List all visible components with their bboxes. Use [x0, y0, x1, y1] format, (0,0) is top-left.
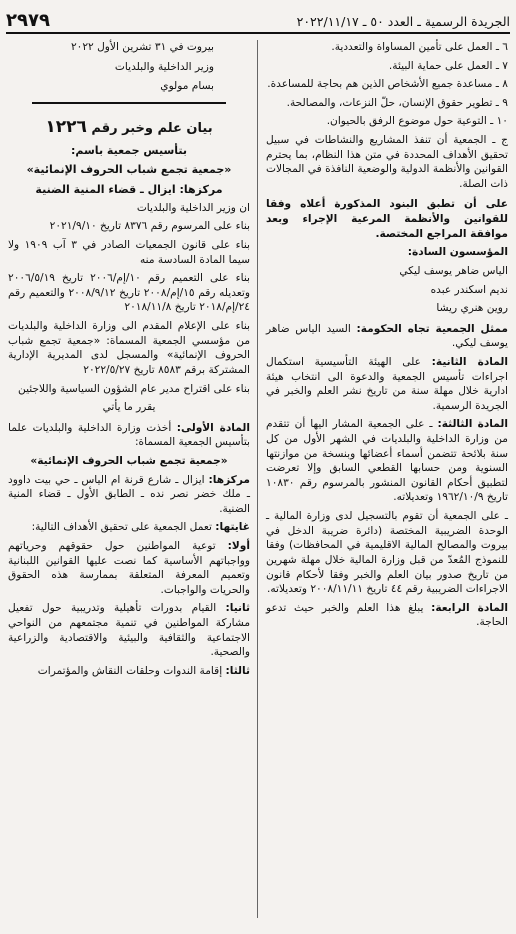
founder-name: الياس ضاهر يوسف ليكي [399, 264, 508, 277]
representative-label: ممثل الجمعية تجاه الحكومة: [356, 322, 508, 335]
goal-item-9: ٩ ـ تطوير حقوق الإنسان، حلّ النزعات، والمصالحة. [286, 96, 508, 109]
goal-third-text: إقامة الندوات وحلقات النقاش والمؤتمرات [37, 664, 226, 677]
founder-name: نديم اسكندر عبده [430, 283, 508, 296]
headquarters-label: مركزها: [208, 473, 250, 486]
right-column [266, 40, 508, 934]
article-1-text: أخذت وزارة الداخلية والبلديات علما بتأسيس الجمعية المسماة: [8, 421, 250, 449]
association-name: «جمعية تجمع شباب الحروف الإنمائية» [26, 163, 232, 177]
goal-second-text: القيام بدورات تأهيلية وتدريبية حول تفعيل مشاركة المواطنين في تنمية مجتمعهم من النواحي الاجتماعية والثقافية والبيئية والاقتصادية والزراعية والصحية. [8, 602, 250, 659]
goal-second-label: ثانيا: [225, 602, 250, 615]
goals-text: تعمل الجمعية على تحقيق الأهداف التالية: [31, 521, 216, 534]
goal-first-text: توعية المواطنين حول حقوقهم وحرياتهم وواجباتهم الأساسية كما نصت عليها القوانين اللبنانية وتعميم المعرفة المتعلقة بممارسة هذه الحقوق والحريات والواجبات. [8, 539, 250, 596]
article-2 [266, 355, 508, 413]
article-4 [266, 601, 508, 630]
left-column [8, 40, 250, 934]
column-divider [257, 40, 258, 918]
legal-basis-item: بناء على اقتراح مدير عام الشؤون السياسية واللاجئين [18, 382, 250, 395]
goal-item-6: ٦ ـ العمل على تأمين المساواة والتعددية. [331, 41, 508, 53]
signature-place-date: بيروت في ٣١ تشرين الأول ٢٠٢٢ [70, 41, 214, 53]
government-representative [266, 322, 508, 351]
goals-label: غايتها: [215, 521, 250, 534]
paragraph-j: ج ـ الجمعية أن تنفذ المشاريع والنشاطات في سبيل تحقيق الأهداف المحددة في متن هذا النظام، بما يحترم القوانين والأنظمة الدولية والوضعية النافذة في المجالات ذات الصلة. [266, 134, 508, 190]
headquarters-paragraph [8, 473, 250, 517]
article-3-label: المادة الثالثة: [437, 418, 508, 431]
article-3-text: ـ على الجمعية المشار اليها أن تتقدم من وزارة الداخلية والبلديات في الشهر الأول من كل سنة بلائحة تتضمن أسماء أعضائها وبنسخة من موازنتها السنوية ومن حسابها القطعي السابق وإلا تعرضت لتطبيق أحكام القانون المنشور بالمرسوم رقم ١٠٨٣٠ تاريخ ١٩٦٢/١٠/٩ وتعديلاته. [266, 418, 508, 504]
goals-paragraph [8, 520, 250, 535]
article-4-text: يبلغ هذا العلم والخبر حيث تدعو الحاجة. [266, 601, 508, 629]
goal-third [8, 664, 250, 679]
page-number: ٢٩٧٩ [6, 10, 50, 31]
tax-registration-paragraph: ـ على الجمعية أن تقوم بالتسجيل لدى وزارة المالية ـ الوحدة الضريبية المختصة (دائرة ضريبة الدخل في بيروت والمصالح المالية الاقليمية في المحافظات) وفقا للنموذج المُعدّ من قبل وزارة المالية خلال مهلة شهرين من تاريخ صدور بيان العلم والخبر وفقا لأحكام قانون الاجراءات الضريبية رقم ٤٤ تاريخ ٢٠٠٨/١١/١١ وتعديلاته. [266, 510, 508, 596]
signature-name: بسام مولوي [160, 80, 214, 93]
goal-item-10: ١٠ ـ التوعية حول موضوع الرفق بالحيوان. [326, 115, 508, 128]
representative-text: السيد الياس ضاهر يوسف ليكي. [266, 322, 508, 350]
announcement-title-text: بيان علم وخبر رقم [86, 120, 213, 136]
goal-third-label: ثالثا: [225, 664, 250, 677]
goal-first-label: أولا: [227, 539, 250, 552]
announcement-number: ١٢٢٦ [45, 116, 87, 137]
announcement-subtitle: بتأسيس جمعية باسم: [70, 144, 188, 158]
previous-signature-block [8, 40, 250, 94]
decides-heading: يقرر ما يأتي [102, 401, 156, 414]
section-separator [32, 102, 226, 104]
minister-line: ان وزير الداخلية والبلديات [136, 201, 250, 214]
headquarters-text: ايزال ـ شارع قرنة ام الياس ـ حي بيت داوود ـ ملك خضر نصر نده ـ الطابق الأول ـ قضاء المنية الضنية. [8, 473, 250, 515]
goal-first [8, 539, 250, 597]
running-title: الجريدة الرسمية ـ العدد ٥٠ ـ ٢٠٢٢/١١/١٧ [296, 14, 510, 29]
article-4-label: المادة الرابعة: [431, 601, 508, 614]
goal-item-7: ٧ ـ العمل على حماية البيئة. [388, 59, 508, 72]
legal-basis-item: بناء على قانون الجمعيات الصادر في ٣ آب ١٩٠٩ ولا سيما المادة السادسة منه [8, 239, 251, 266]
legal-basis-item: بناء على التعميم رقم ١٠/إم/٢٠٠٦ تاريخ ٢٠٠٦/٥/١٩ وتعديله رقم ١٥/إم/٢٠٠٨ تاريخ ٢٠٠٨/٩/١٢ والتعميم رقم ٢٤/إم/٢٠١٨ تاريخ ٢٠١٨/١١/٨ [8, 272, 250, 314]
association-headquarters: مركزها: ايزال ـ قضاء المنية الضنية [35, 182, 223, 196]
founders-label: المؤسسون السادة: [407, 246, 508, 259]
article-2-label: المادة الثانية: [431, 355, 508, 368]
article-3 [266, 417, 508, 505]
page-header [6, 6, 510, 34]
legal-basis-item: بناء على المرسوم رقم ٨٣٧٦ تاريخ ٢٠٢١/٩/١٠ [49, 220, 250, 233]
announcement-title [8, 116, 250, 139]
founder-name: روين هنري ريشا [436, 302, 508, 315]
article-1-label: المادة الأولى: [176, 421, 250, 434]
goal-item-8: ٨ ـ مساعدة جميع الأشخاص الذين هم بحاجة للمساعدة. [267, 78, 508, 91]
condition-paragraph: على أن تطبق البنود المذكورة أعلاه وفقا للقوانين والأنظمة المرعية الإجراء وبعد موافقة المراجع المختصة. [266, 198, 508, 240]
signature-role: وزير الداخلية والبلديات [114, 60, 214, 73]
legal-basis-item: بناء على الإعلام المقدم الى وزارة الداخلية والبلديات من مؤسسي الجمعية المسماة: «جمعية تجمع شباب الحروف الإنمائية» والمسجل لدى المديرية الإدارية المشتركة برقم ٨٥٨٣ تاريخ ٢٠٢٢/٥/٢٧ [8, 320, 250, 376]
goal-second [8, 601, 250, 659]
article-1 [8, 421, 250, 450]
article-1-association-name: «جمعية تجمع شباب الحروف الإنمائية» [30, 454, 228, 467]
article-2-text: على الهيئة التأسيسية استكمال اجراءات تأسيس الجمعية والدعوة الى انتخاب هيئة ادارية خلال مهلة سنة من تاريخ نشر العلم والخبر في الجريدة الرسمية. [266, 355, 508, 412]
